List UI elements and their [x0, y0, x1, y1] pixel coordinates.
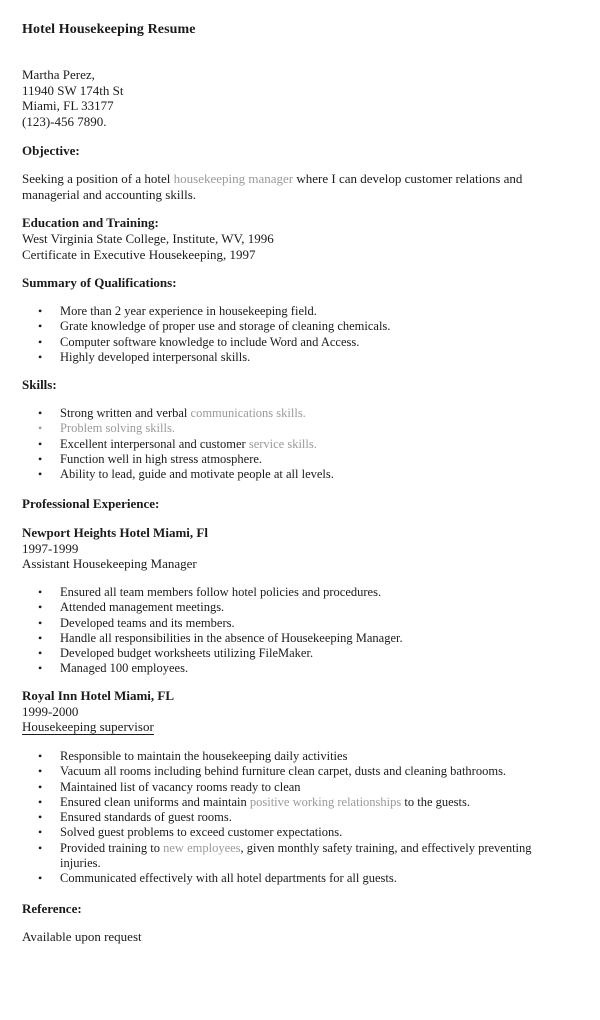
- objective-line-1: [22, 171, 582, 187]
- qualifications-list: [38, 304, 586, 365]
- list-item-text: Highly developed interpersonal skills.: [60, 349, 251, 364]
- list-item: [38, 421, 586, 436]
- job2-role: Housekeeping supervisor: [22, 719, 154, 734]
- education-line-2: Certificate in Executive Housekeeping, 1997: [22, 246, 256, 262]
- bullet-icon: •: [38, 871, 43, 886]
- contact-street: 11940 SW 174th St: [22, 82, 124, 98]
- bullet-icon: •: [38, 451, 43, 466]
- bullet-icon: •: [38, 794, 43, 809]
- faded-text: new employees: [163, 840, 241, 855]
- contact-phone: (123)-456 7890.: [22, 113, 107, 129]
- list-item-text: Provided training to: [60, 840, 164, 855]
- list-item-text: Computer software knowledge to include Word and Access.: [60, 334, 360, 349]
- bullet-icon: •: [38, 467, 43, 482]
- bullet-icon: •: [38, 304, 43, 318]
- job2-dates: 1999-2000: [22, 704, 79, 719]
- education-heading: Education and Training:: [22, 215, 159, 230]
- list-item: [38, 600, 586, 615]
- bullet-icon: •: [38, 630, 43, 645]
- job1-duties-list: [38, 585, 586, 677]
- bullet-icon: •: [38, 436, 43, 451]
- objective-text-part: where I can develop customer relations and: [293, 171, 523, 186]
- list-item-text: Attended management meetings.: [60, 600, 225, 615]
- list-item: [38, 780, 586, 795]
- bullet-icon: •: [38, 421, 43, 436]
- document-title: Hotel Housekeeping Resume: [22, 22, 196, 37]
- bullet-icon: •: [38, 349, 43, 364]
- list-item-text: Vacuum all rooms including behind furniture clean carpet, dusts and cleaning bathrooms.: [60, 764, 507, 779]
- experience-heading: Professional Experience:: [22, 496, 160, 511]
- list-item: [38, 616, 586, 631]
- list-item: [38, 304, 586, 319]
- bullet-icon: •: [38, 764, 43, 779]
- list-item-text: Communicated effectively with all hotel departments for all guests.: [60, 871, 397, 886]
- list-item-text: Ensured clean uniforms and maintain: [60, 794, 250, 809]
- bullet-icon: •: [38, 646, 43, 661]
- objective-text: [22, 171, 582, 202]
- bullet-icon: •: [38, 825, 43, 840]
- list-item-text: Strong written and verbal: [60, 406, 191, 420]
- list-item: [38, 437, 586, 452]
- faded-text: service skills.: [248, 436, 317, 451]
- job2-employer: Royal Inn Hotel Miami, FL: [22, 688, 175, 703]
- list-item: [38, 350, 586, 365]
- bullet-icon: •: [38, 406, 43, 420]
- list-item: [38, 467, 586, 482]
- job2-duties-list: [38, 749, 586, 887]
- qualifications-heading: Summary of Qualifications:: [22, 275, 177, 290]
- reference-heading: Reference:: [22, 901, 82, 916]
- bullet-icon: •: [38, 810, 43, 825]
- faded-text: communications skills.: [190, 406, 306, 420]
- list-item: [38, 764, 586, 779]
- objective-faded-text: housekeeping manager: [173, 171, 294, 186]
- list-item: [38, 871, 586, 886]
- objective-text-part: Seeking a position of a hotel: [22, 171, 174, 186]
- objective-heading: Objective:: [22, 143, 80, 158]
- list-item-text: Excellent interpersonal and customer: [60, 436, 249, 451]
- objective-line-2: managerial and accounting skills.: [22, 186, 197, 202]
- list-item: [38, 749, 586, 764]
- list-item-text: Developed budget worksheets utilizing FileMaker.: [60, 646, 314, 661]
- list-item-text: , given monthly safety training, and effectively preventing: [240, 840, 532, 855]
- list-item-text: Managed 100 employees.: [60, 661, 189, 676]
- education-line-1: West Virginia State College, Institute, WV, 1996: [22, 231, 274, 246]
- bullet-icon: •: [38, 840, 43, 855]
- list-item: [38, 841, 586, 872]
- contact-city: Miami, FL 33177: [22, 98, 114, 113]
- list-item-text: Solved guest problems to exceed customer expectations.: [60, 825, 343, 840]
- list-item-text: Developed teams and its members.: [60, 615, 235, 630]
- skills-list: [38, 406, 586, 482]
- list-item-text: injuries.: [60, 856, 101, 871]
- faded-text: Problem solving skills.: [60, 421, 175, 436]
- list-item-text: Grate knowledge of proper use and storage of cleaning chemicals.: [60, 319, 391, 334]
- list-item: [38, 661, 586, 676]
- bullet-icon: •: [38, 779, 43, 794]
- job1-role: Assistant Housekeeping Manager: [22, 556, 197, 571]
- list-item-text: Ability to lead, guide and motivate people at all levels.: [60, 467, 334, 482]
- list-item: [38, 631, 586, 646]
- bullet-icon: •: [38, 600, 43, 615]
- education-block: [22, 231, 582, 262]
- faded-text: positive working relationships: [249, 794, 402, 809]
- job1-dates: 1997-1999: [22, 541, 79, 556]
- list-item: [38, 795, 586, 810]
- bullet-icon: •: [38, 334, 43, 349]
- list-item: [38, 646, 586, 661]
- bullet-icon: •: [38, 319, 43, 334]
- contact-block: [22, 67, 124, 129]
- list-item: [38, 810, 586, 825]
- bullet-icon: •: [38, 615, 43, 630]
- list-item: [38, 452, 586, 467]
- contact-name: Martha Perez,: [22, 67, 95, 82]
- bullet-icon: •: [38, 661, 43, 676]
- job2-role-wrapper: [22, 719, 154, 735]
- list-item: [38, 585, 586, 600]
- job1-employer: Newport Heights Hotel Miami, Fl: [22, 525, 208, 540]
- list-item-text: Ensured all team members follow hotel policies and procedures.: [60, 585, 382, 599]
- list-item: [38, 335, 586, 350]
- list-item-text: More than 2 year experience in housekeeping field.: [60, 304, 317, 318]
- list-item-text: Responsible to maintain the housekeeping daily activities: [60, 749, 348, 763]
- bullet-icon: •: [38, 749, 43, 763]
- list-item: [38, 825, 586, 840]
- list-item: [38, 406, 586, 421]
- bullet-icon: •: [38, 585, 43, 599]
- list-item-text: Ensured standards of guest rooms.: [60, 810, 232, 825]
- list-item-text: Maintained list of vacancy rooms ready to clean: [60, 779, 301, 794]
- reference-text: Available upon request: [22, 929, 142, 944]
- list-item-text: Handle all responsibilities in the absence of Housekeeping Manager.: [60, 630, 403, 645]
- list-item: [38, 319, 586, 334]
- list-item-text: to the guests.: [401, 794, 470, 809]
- list-item-text: Function well in high stress atmosphere.: [60, 451, 263, 466]
- skills-heading: Skills:: [22, 377, 57, 392]
